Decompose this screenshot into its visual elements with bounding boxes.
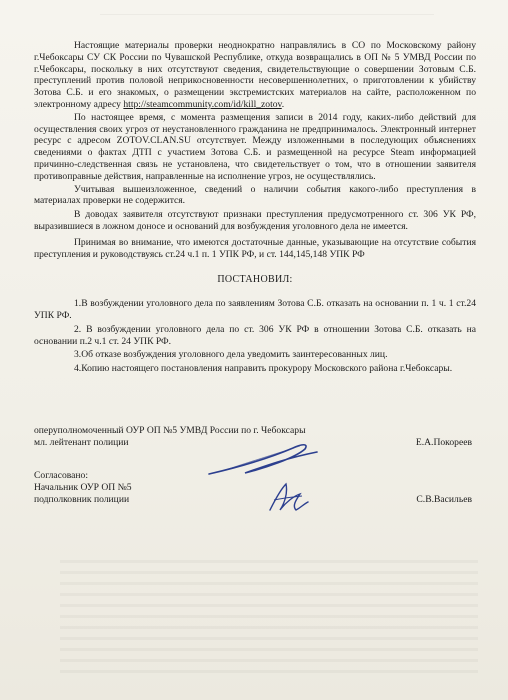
resolution-item-3: 3.Об отказе возбуждения уголовного дела уведомить заинтересованных лиц. [74, 349, 388, 361]
paragraph-1: Настоящие материалы проверки неоднократно направлялись в СО по Московскому району г.Чебоксары СУ СК России по Чувашской Республике, откуда возвращались в ОП № 5 УМВД России по г.Чебоксары, поскольку в них отсутствуют сведения, свидетельствующие о совершении Зотовым С.Б. преступлений против половой неприкосновенности несовершеннолетних, о приготовлении к убийству Зотова С.Б. и его знакомых, о размещении экстремистских материалов на сайте, расположенном по электронному адресу http://steamcommunity.com/id/kill_zotov. [34, 40, 476, 110]
paragraph-2: По настоящее время, с момента размещения записи в 2014 году, каких-либо действий для осуществления своих угроз от неустановленного гражданина не предпринималось. Электронный интернет ресурс с адресом ZOTOV.CLAN.SU отсутствует. Между изложенными в последующих объяснениях сведениями о фактах ДТП с участием Зотова С.Б. и размещенной на ресурсе Steam информацией причинно-следственная связь не установлена, что свидетельствует о том, что в отношении заявителя противоправные действия, направленные на исполнение угроз, не осуществлялись. [34, 111, 476, 182]
signer-2-name: С.В.Васильев [416, 494, 472, 505]
agreed-label: Согласовано: [34, 470, 89, 481]
signature-2 [262, 480, 312, 516]
document-body [34, 40, 476, 377]
resolution-item-1: 1.В возбуждении уголовного дела по заявлениям Зотова С.Б. отказать на основании п. 1 ч. 1 ст.24 УПК РФ. [34, 298, 476, 321]
signer-2-row [34, 494, 476, 506]
signer-1-rank: мл. лейтенант полиции [34, 437, 129, 448]
paragraph-4: В доводах заявителя отсутствуют признаки преступления предусмотренного ст. 306 УК РФ, выразившиеся в ложном доносе и оснований для возбуждения уголовного дела не имеется. [34, 209, 476, 232]
paragraph-5: Принимая во внимание, что имеются достаточные данные, указывающие на отсутствие события преступления и руководствуясь ст.24 ч.1 п. 1 УПК РФ, и ст. 144,145,148 УПК РФ [34, 236, 476, 260]
bleed-through-top [60, 14, 478, 17]
signer-2-block [34, 470, 476, 506]
resolution-heading: ПОСТАНОВИЛ: [217, 274, 293, 286]
signer-1-name: Е.А.Покореев [415, 437, 472, 448]
resolution-item-2: 2. В возбуждении уголовного дела по ст. 306 УК РФ в отношении Зотова С.Б. отказать на основании п.2 ч.1 ст. 24 УПК РФ. [34, 323, 476, 347]
signer-2-position: Начальник ОУР ОП №5 [34, 482, 132, 493]
signer-2-rank: подполковник полиции [34, 494, 130, 505]
resolution-item-4: 4.Копию настоящего постановления направить прокурору Московского района г.Чебоксары. [74, 363, 453, 375]
bleed-through-bottom [60, 560, 478, 680]
signer-1-position: оперуполномоченный ОУР ОП №5 УМВД России по г. Чебоксары [34, 425, 306, 436]
paragraph-1-text: Настоящие материалы проверки неоднократно направлялись в СО по Московскому району г.Чебоксары СУ СК России по Чувашской Республике, откуда возвращались в ОП № 5 УМВД России по г.Чебоксары, поскольку в них отсутствуют сведения, свидетельствующие о совершении Зотовым С.Б. преступлений против половой неприкосновенности несовершеннолетних, о приготовлении к убийству Зотова С.Б. и его знакомых, о размещении экстремистских материалов на сайте, расположенном по электронному адресу [34, 40, 476, 110]
paragraph-3: Учитывая вышеизложенное, сведений о наличии события какого-либо преступления в материалах проверки не содержится. [34, 183, 476, 207]
steam-link[interactable]: http://steamcommunity.com/id/kill_zotov [123, 98, 282, 110]
